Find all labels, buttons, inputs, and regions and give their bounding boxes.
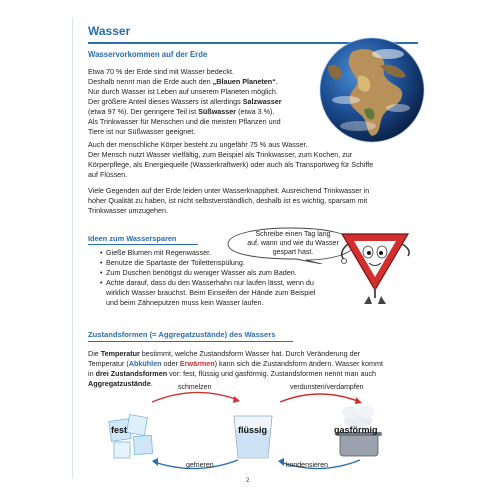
paragraph-water-distribution xyxy=(88,67,282,137)
text-line: Temperatur (Abkühlen oder Erwärmen) kann sich die Zustandsform ändern. Wasser kommt xyxy=(88,359,383,368)
text-line: Als Trinkwasser für Menschen und die meisten Pflanzen und xyxy=(88,117,281,126)
section-heading-states-of-matter: Zustandsformen (= Aggregatzustände) des Wassers xyxy=(88,330,276,339)
water-saving-rule xyxy=(88,244,198,245)
states-rule xyxy=(88,341,293,342)
text-line: Aggregatzustände. xyxy=(88,379,153,388)
state-label-gas: gasförmig xyxy=(334,425,378,435)
page-title: Wasser xyxy=(88,24,131,38)
earth-globe-image xyxy=(318,36,426,144)
text-line: auf Flüssen. xyxy=(88,170,128,179)
paragraph-water-use xyxy=(88,140,373,180)
text-line: (etwa 97 %). Der geringere Teil ist Süßwasser (etwa 3 %). xyxy=(88,107,275,116)
text-line: Der Mensch nutzt Wasser vielfältig, zum Beispiel als Trinkwasser, zum Kochen, zur xyxy=(88,150,353,159)
transition-label-evaporate: verdunsten/verdampfen xyxy=(290,384,364,391)
page-margin-line xyxy=(72,18,73,478)
transition-label-melt: schmelzen xyxy=(178,384,212,391)
transition-label-condense: kondensieren xyxy=(286,462,329,469)
yield-sign-mascot-image xyxy=(336,230,414,306)
list-item xyxy=(100,268,340,278)
text-line: Der größere Anteil dieses Wassers ist allerdings Salzwasser xyxy=(88,97,282,106)
speech-line: gespart hast. xyxy=(272,249,314,256)
text-line: Tiere ist nur Süßwasser geeignet. xyxy=(88,127,196,136)
section-heading-water-saving: Ideen zum Wassersparen xyxy=(88,234,177,243)
water-glass-image xyxy=(234,416,272,458)
text-line: Etwa 70 % der Erde sind mit Wasser bedeckt. xyxy=(88,67,234,76)
list-item-line: und beim Zähneputzen muss kein Wasser laufen. xyxy=(106,298,264,307)
list-item xyxy=(100,278,340,308)
ice-cubes-image xyxy=(109,415,153,458)
text-line: Nur durch Wasser ist Leben auf unserem Planeten möglich. xyxy=(88,87,278,96)
text-line: Trinkwasser umzugehen. xyxy=(88,206,169,215)
text-line: Die Temperatur bestimmt, welche Zustandsform Wasser hat. Durch Veränderung der xyxy=(88,349,361,358)
section-heading-water-on-earth: Wasservorkommen auf der Erde xyxy=(88,50,208,59)
page-number: 2 xyxy=(246,478,250,484)
speech-line: auf, wann und wie du Wasser xyxy=(247,240,339,247)
transition-label-freeze: gefrieren xyxy=(186,462,214,469)
text-line: hoher Qualität zu haben, ist nicht selbstverständlich, deshalb ist es wichtig, sparsam mit xyxy=(88,196,368,205)
speech-line: Schreibe einen Tag lang xyxy=(255,231,331,238)
paragraph-water-scarcity xyxy=(88,186,369,216)
state-label-solid: fest xyxy=(111,425,128,435)
text-line: in drei Zustandsformen vor: fest, flüssig und gasförmig. Zustandsformen nennt man auch xyxy=(88,369,377,378)
list-item-line: • Gieße Blumen mit Regenwasser. xyxy=(106,248,212,257)
list-item-line: • Achte darauf, dass du den Wasserhahn nur laufen lässt, wenn du xyxy=(106,278,314,287)
text-line: Viele Gegenden auf der Erde leiden unter Wasserknappheit. Ausreichend Trinkwasser in xyxy=(88,186,370,195)
list-item-line: • Zum Duschen benötigst du weniger Wasser als zum Baden. xyxy=(106,268,297,277)
list-item-line: • Benutze die Spartaste der Toilettenspülung. xyxy=(106,258,245,267)
speech-bubble-text xyxy=(240,230,346,257)
state-label-liquid: flüssig xyxy=(238,425,268,435)
list-item-line: wirklich Wasser brauchst. Beim Einseifen der Hände zum Beispiel xyxy=(106,288,316,297)
text-line: Deshalb nennt man die Erde auch den „Blauen Planeten“. xyxy=(88,77,278,86)
text-line: Körperpflege, als Energiequelle (Wasserkraftwerk) oder auch als Transportweg für Schiffe xyxy=(88,160,374,169)
text-line: Auch der menschliche Körper besteht zu ungefähr 75 % aus Wasser. xyxy=(88,140,308,149)
